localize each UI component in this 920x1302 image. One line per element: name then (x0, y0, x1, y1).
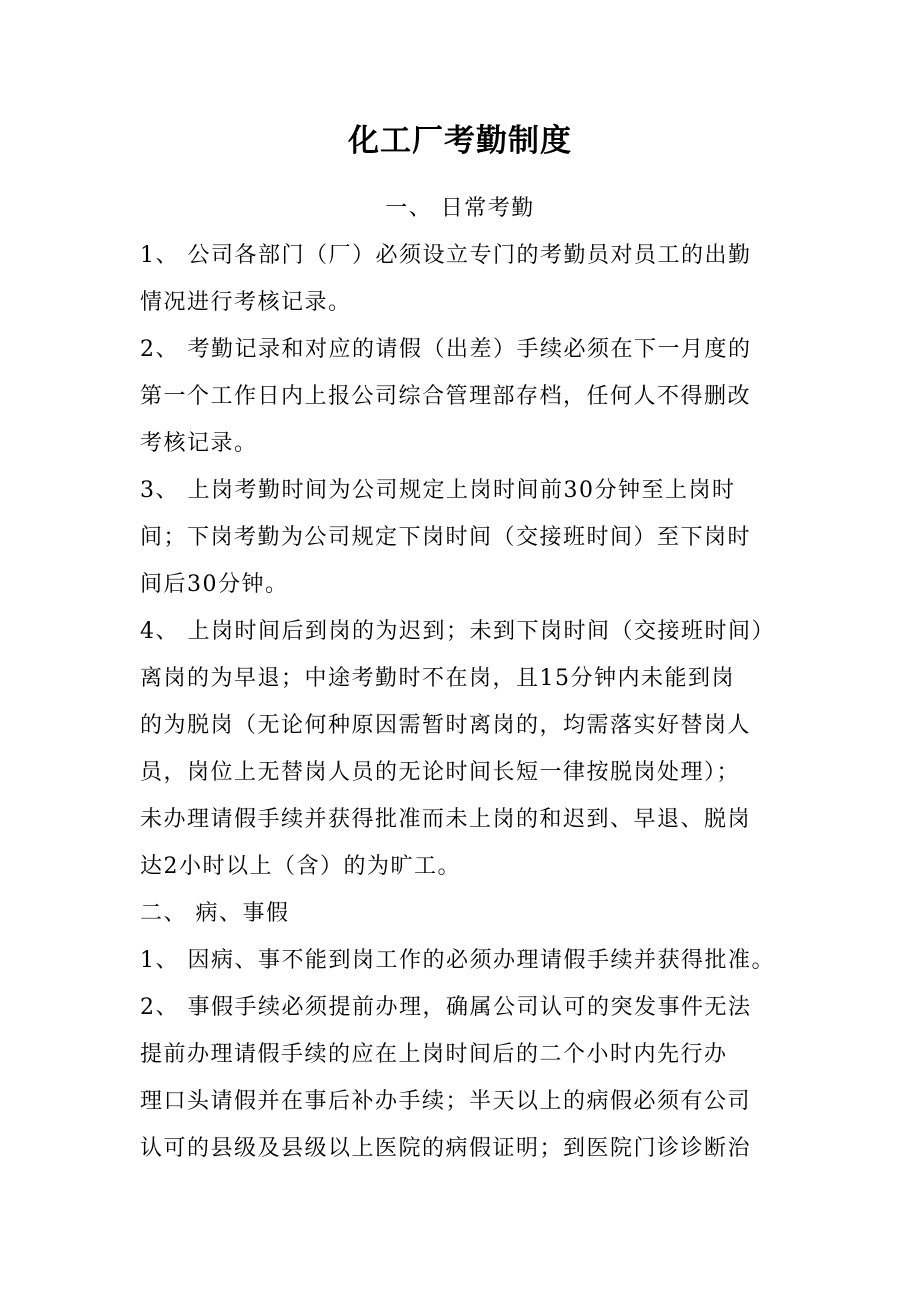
paragraph-line: 的为脱岗（无论何种原因需暂时离岗的，均需落实好替岗人 (140, 713, 752, 738)
paragraph-line: 提前办理请假手续的应在上岗时间后的二个小时内先行办 (140, 1042, 728, 1067)
document-body (140, 185, 780, 1172)
paragraph-line: 认可的县级及县级以上医院的病假证明；到医院门诊诊断治 (140, 1136, 752, 1161)
paragraph-line: 2、 考勤记录和对应的请假（出差）手续必须在下一月度的 (140, 337, 752, 362)
section-heading-daily-attendance: 一、 日常考勤 (385, 196, 535, 221)
paragraph-line: 4、 上岗时间后到岗的为迟到；未到下岗时间（交接班时间） (140, 619, 775, 644)
paragraph-line: 员，岗位上无替岗人员的无论时间长短一律按脱岗处理）； (140, 760, 741, 785)
paragraph-line: 1、 因病、事不能到岗工作的必须办理请假手续并获得批准。 (140, 948, 775, 973)
paragraph-line: 考核记录。 (140, 431, 258, 456)
paragraph-line: 情况进行考核记录。 (140, 290, 352, 315)
paragraph-line: 理口头请假并在事后补办手续；半天以上的病假必须有公司 (140, 1089, 752, 1114)
paragraph-line: 离岗的为早退；中途考勤时不在岗，且15分钟内未能到岗 (140, 666, 735, 691)
paragraph-line: 1、 公司各部门（厂）必须设立专门的考勤员对员工的出勤 (140, 243, 752, 268)
paragraph-line: 间；下岗考勤为公司规定下岗时间（交接班时间）至下岗时 (140, 525, 752, 550)
document-title: 化工厂考勤制度 (348, 123, 572, 159)
paragraph-line: 未办理请假手续并获得批准而未上岗的和迟到、早退、脱岗 (140, 807, 752, 832)
paragraph-line: 3、 上岗考勤时间为公司规定上岗时间前30分钟至上岗时 (140, 478, 736, 503)
paragraph-line: 2、 事假手续必须提前办理，确属公司认可的突发事件无法 (140, 995, 752, 1020)
paragraph-line: 第一个工作日内上报公司综合管理部存档，任何人不得删改 (140, 384, 752, 409)
section-heading-sick-personal-leave: 二、 病、事假 (140, 901, 290, 926)
paragraph-line: 达2小时以上（含）的为旷工。 (140, 854, 461, 879)
paragraph-line: 间后30分钟。 (140, 572, 289, 597)
